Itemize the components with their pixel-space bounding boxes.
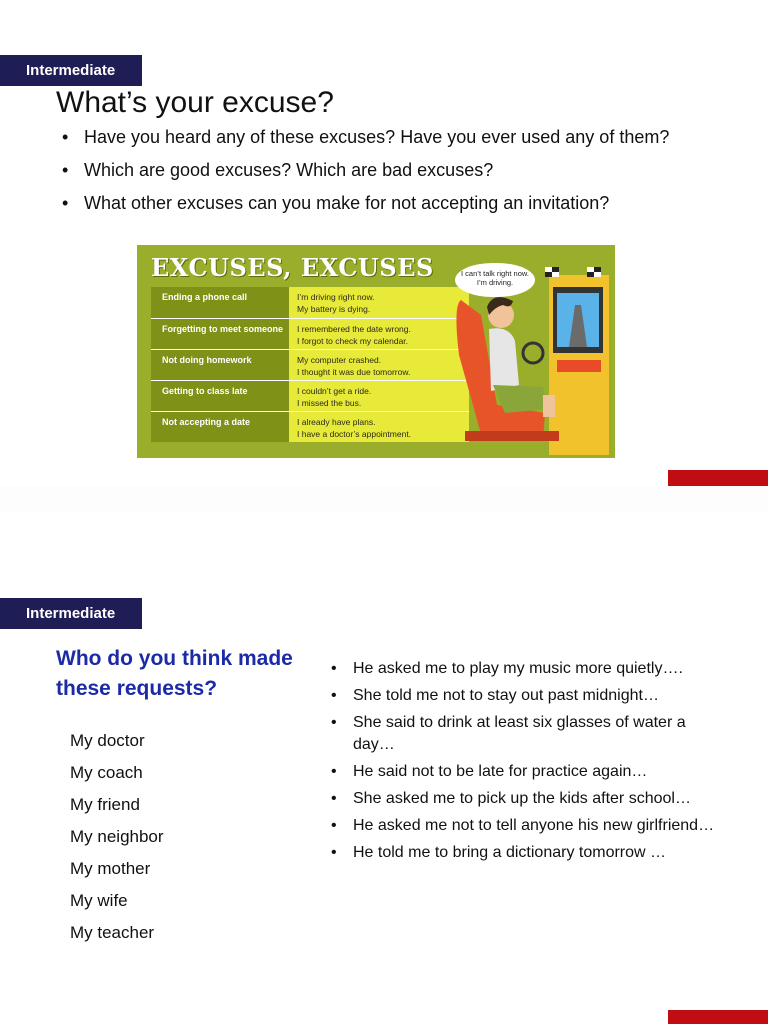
speech-bubble: I can’t talk right now. I’m driving. (455, 263, 535, 297)
person-item: My wife (70, 891, 128, 910)
accent-bar (668, 470, 768, 488)
excuses-table (151, 287, 469, 442)
excuse-row (151, 287, 469, 318)
excuse-row (151, 411, 469, 442)
excuse-lines: I already have plans. I have a doctor’s appointment. (297, 417, 412, 439)
request-item: • He asked me not to tell anyone his new girlfriend… (325, 815, 725, 837)
request-item: • He told me to bring a dictionary tomorrow … (325, 842, 725, 864)
excuse-row (151, 318, 469, 349)
request-item: • She told me not to stay out past midnight… (325, 685, 725, 707)
situation-label: Getting to class late (151, 381, 289, 411)
question-item: • What other excuses can you make for not accepting an invitation? (56, 192, 716, 215)
slide-title: Who do you think made these requests? (56, 647, 293, 700)
request-item: • She asked me to pick up the kids after school… (325, 788, 725, 810)
excuse-row (151, 380, 469, 411)
excuse-lines: I’m driving right now. My battery is dying. (297, 292, 375, 314)
person-item: My friend (70, 795, 140, 814)
slide-title: What’s your excuse? (56, 86, 334, 119)
excuse-row (151, 349, 469, 380)
request-item: • He asked me to play my music more quietly…. (325, 658, 725, 680)
level-badge: Intermediate (0, 55, 142, 86)
person-item: My neighbor (70, 827, 164, 846)
situation-label: Ending a phone call (151, 287, 289, 318)
excuses-heading: EXCUSES, EXCUSES (151, 253, 434, 282)
slide-requests (0, 512, 768, 1024)
driver-shirt (489, 328, 519, 391)
person-item: My teacher (70, 923, 155, 942)
discussion-questions (56, 126, 716, 225)
person-item: My mother (70, 859, 151, 878)
request-item: • She said to drink at least six glasses of water a day… (325, 712, 725, 756)
situation-label: Not doing homework (151, 350, 289, 380)
level-badge: Intermediate (0, 598, 142, 629)
accent-bar (668, 1010, 768, 1024)
requests-list (325, 658, 725, 869)
situation-label: Forgetting to meet someone (151, 319, 289, 349)
situation-label: Not accepting a date (151, 412, 289, 442)
excuse-lines: I couldn’t get a ride. I missed the bus. (297, 386, 372, 408)
excuse-lines: I remembered the date wrong. I forgot to check my calendar. (297, 324, 411, 346)
steering-wheel (523, 343, 543, 363)
request-item: • He said not to be late for practice again… (325, 761, 725, 783)
excuses-illustration (137, 245, 615, 458)
person-item: My coach (70, 763, 143, 782)
person-item: My doctor (70, 731, 145, 750)
excuse-lines: My computer crashed. I thought it was due tomorrow. (297, 355, 411, 377)
question-item: • Have you heard any of these excuses? Have you ever used any of them? (56, 126, 716, 149)
people-list (70, 728, 164, 952)
question-item: • Which are good excuses? Which are bad excuses? (56, 159, 716, 182)
